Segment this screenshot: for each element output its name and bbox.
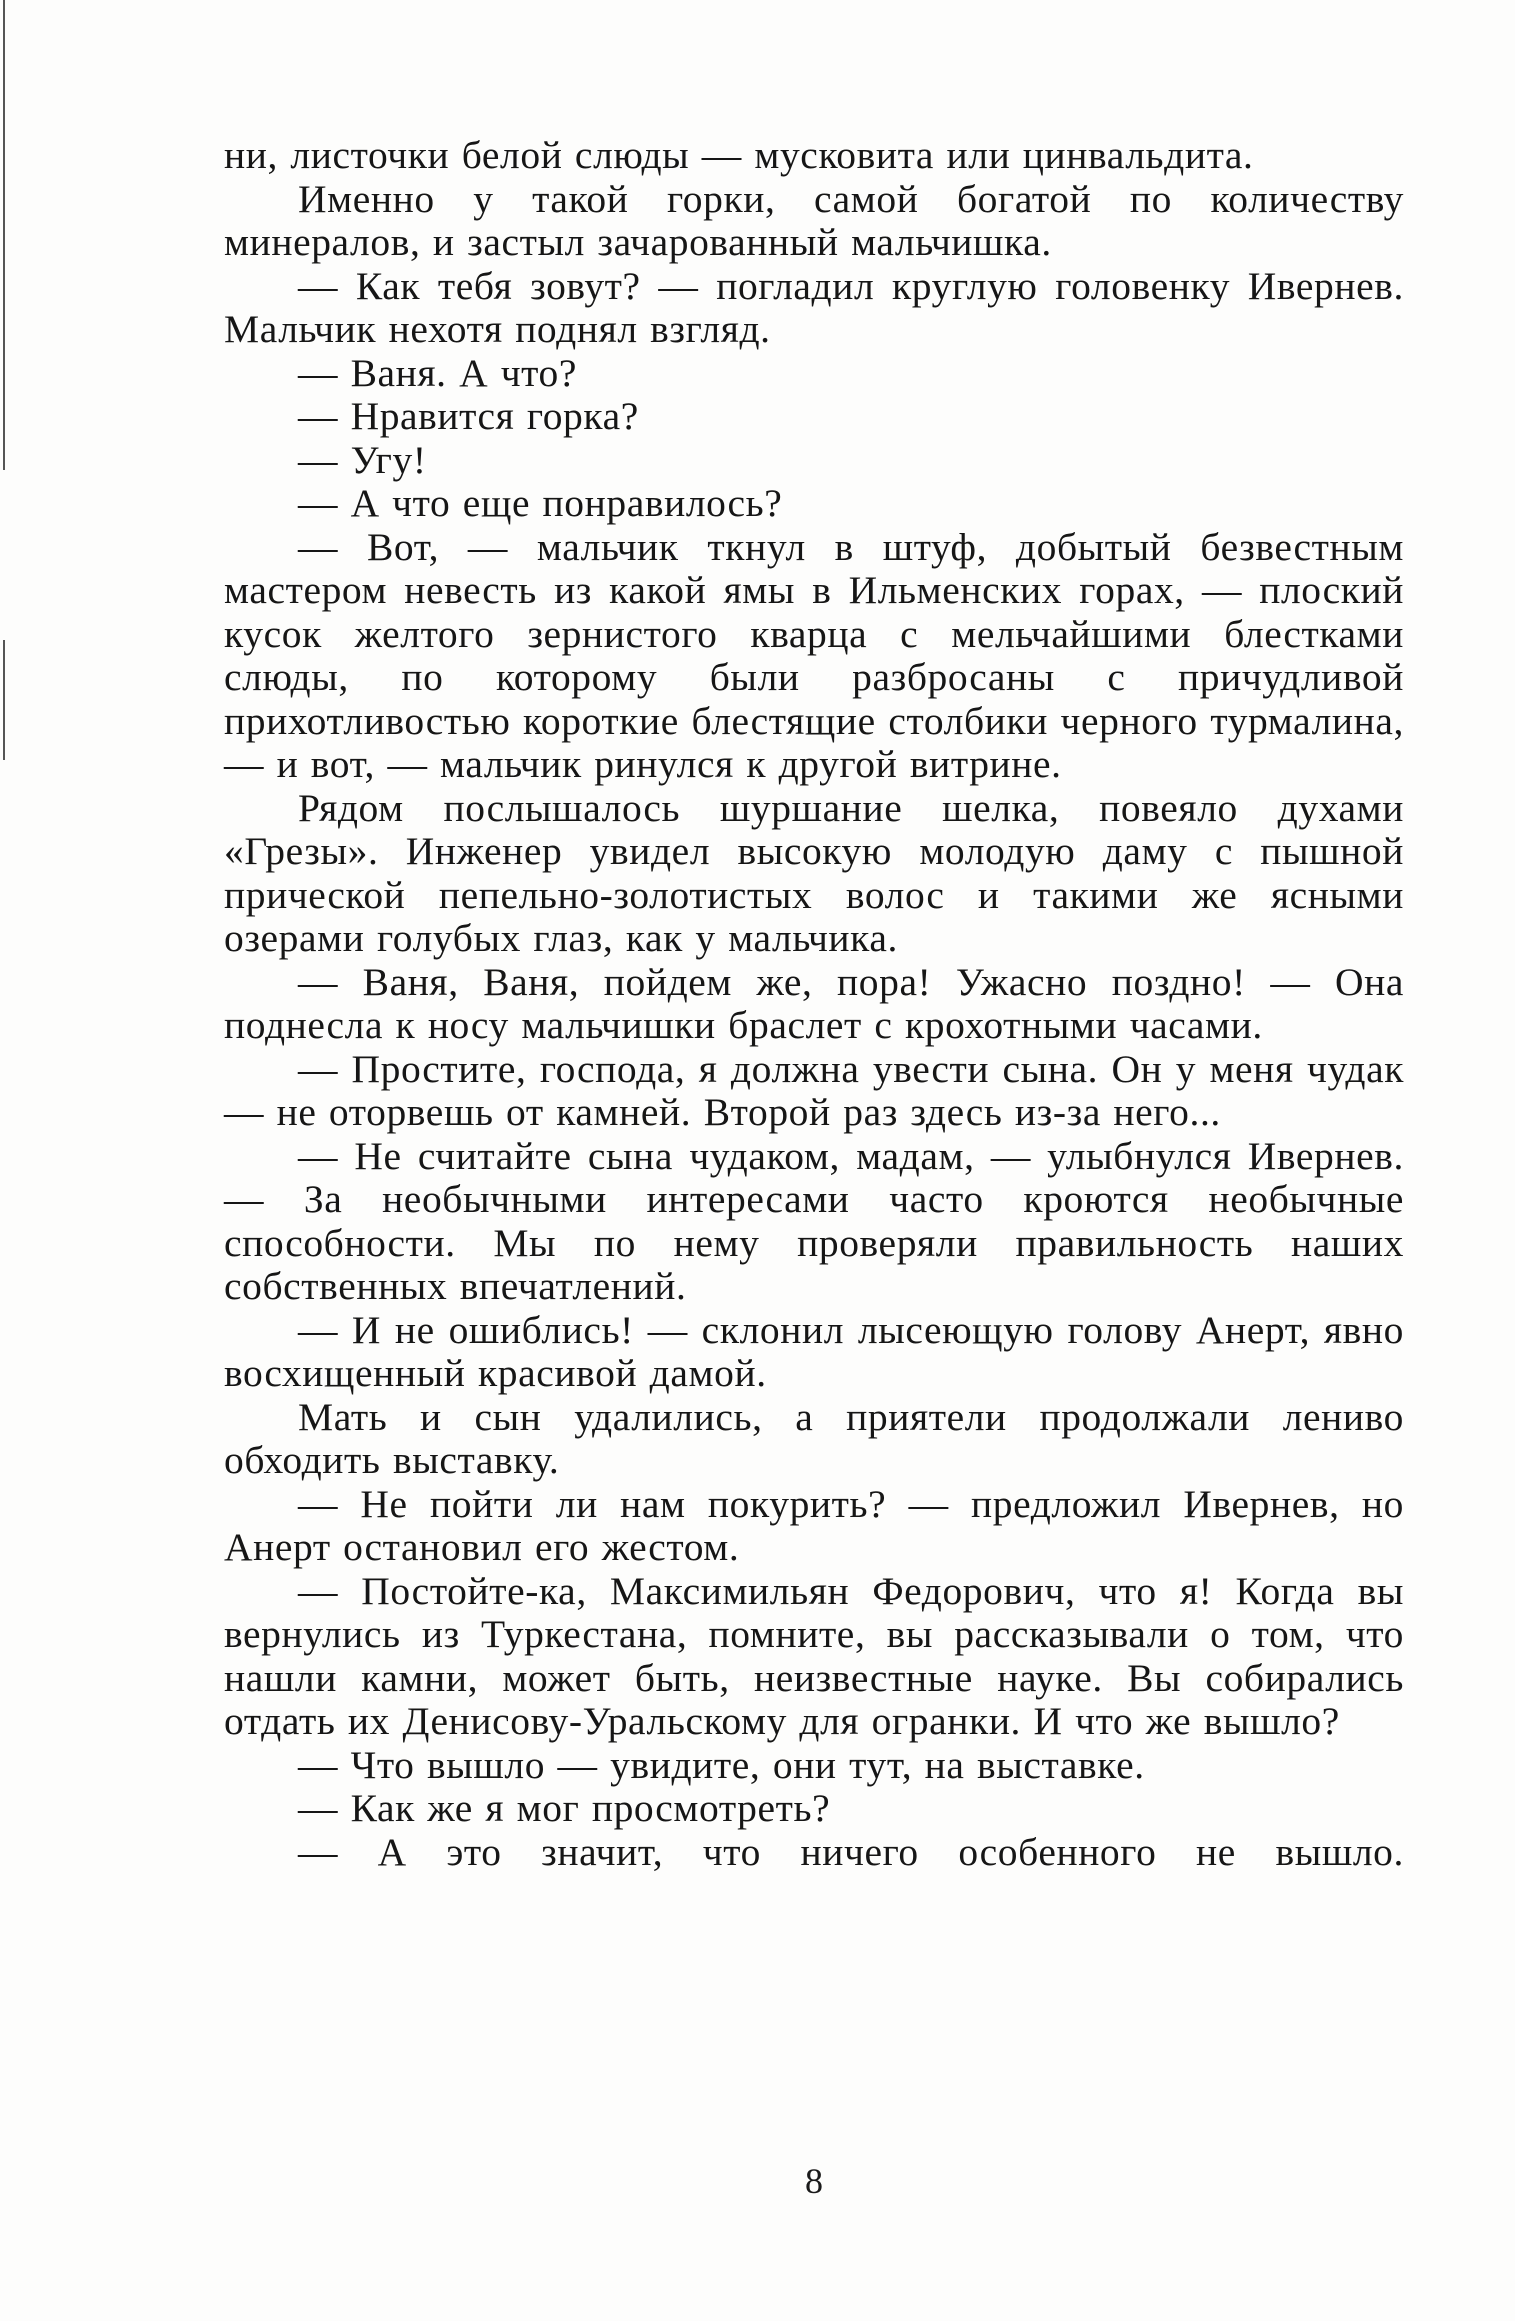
paragraph: — А что еще понравилось? <box>298 481 783 525</box>
paragraph: — А это значит, что ничего особенного не вышло. <box>298 1829 1404 1874</box>
scan-edge-mark <box>3 640 5 760</box>
scan-edge-mark <box>3 0 5 470</box>
paragraph: — Что вышло — увидите, они тут, на выставке. <box>298 1742 1145 1787</box>
paragraph: — И не ошиблись! — склонил лысеющую голову Анерт, явно восхищенный красивой дамой. <box>224 1307 1404 1395</box>
paragraph: — Как тебя зовут? — погладил круглую головенку Ивернев. Мальчик нехотя поднял взгляд. <box>224 263 1404 351</box>
paragraph: — Не считайте сына чудаком, мадам, — улыбнулся Ивернев. — За необычными интересами часто кроются необычные способности. Мы по нему проверяли правильность наших собственных впечатлений. <box>224 1133 1404 1308</box>
paragraph: — Постойте-ка, Максимильян Федорович, что я! Когда вы вернулись из Туркестана, помните, вы рассказывали о том, что нашли камни, может быть, неизвестные науке. Вы собирались отдать их Денисову-Уральскому для огранки. И что же вышло? <box>224 1568 1404 1743</box>
paragraph: — Ваня. А что? <box>298 350 577 395</box>
paragraph: — Угу! <box>298 437 427 482</box>
page-number: 8 <box>805 2161 823 2201</box>
paragraph: — Вот, — мальчик ткнул в штуф, добытый безвестным мастером невесть из какой ямы в Ильменских горах, — плоский кусок желтого зернистого кварца с мельчайшими блестками слюды, по которому были разбросаны с причудливой прихотливостью короткие блестящие столбики черного турмалина, — и вот, — мальчик ринулся к другой витрине. <box>224 524 1404 786</box>
paragraph: Именно у такой горки, самой богатой по количеству минералов, и застыл зачарованный мальчишка. <box>224 176 1404 264</box>
paragraph: — Нравится горка? <box>298 394 639 438</box>
body-text <box>224 134 1404 1874</box>
paragraph: — Как же я мог просмотреть? <box>298 1786 831 1830</box>
paragraph: ни, листочки белой слюды — мусковита или цинвальдита. <box>224 133 1254 177</box>
paragraph: — Простите, господа, я должна увести сына. Он у меня чудак — не оторвешь от камней. Второй раз здесь из-за него... <box>224 1046 1404 1134</box>
paragraph: Рядом послышалось шуршание шелка, повеяло духами «Грезы». Инженер увидел высокую молодую даму с пышной прической пепельно-золотистых волос и такими же ясными озерами голубых глаз, как у мальчика. <box>224 785 1404 960</box>
paragraph: — Ваня, Ваня, пойдем же, пора! Ужасно поздно! — Она поднесла к носу мальчишки браслет с крохотными часами. <box>224 959 1404 1047</box>
paragraph: Мать и сын удалились, а приятели продолжали лениво обходить выставку. <box>224 1394 1404 1482</box>
paragraph: — Не пойти ли нам покурить? — предложил Ивернев, но Анерт остановил его жестом. <box>224 1481 1404 1569</box>
